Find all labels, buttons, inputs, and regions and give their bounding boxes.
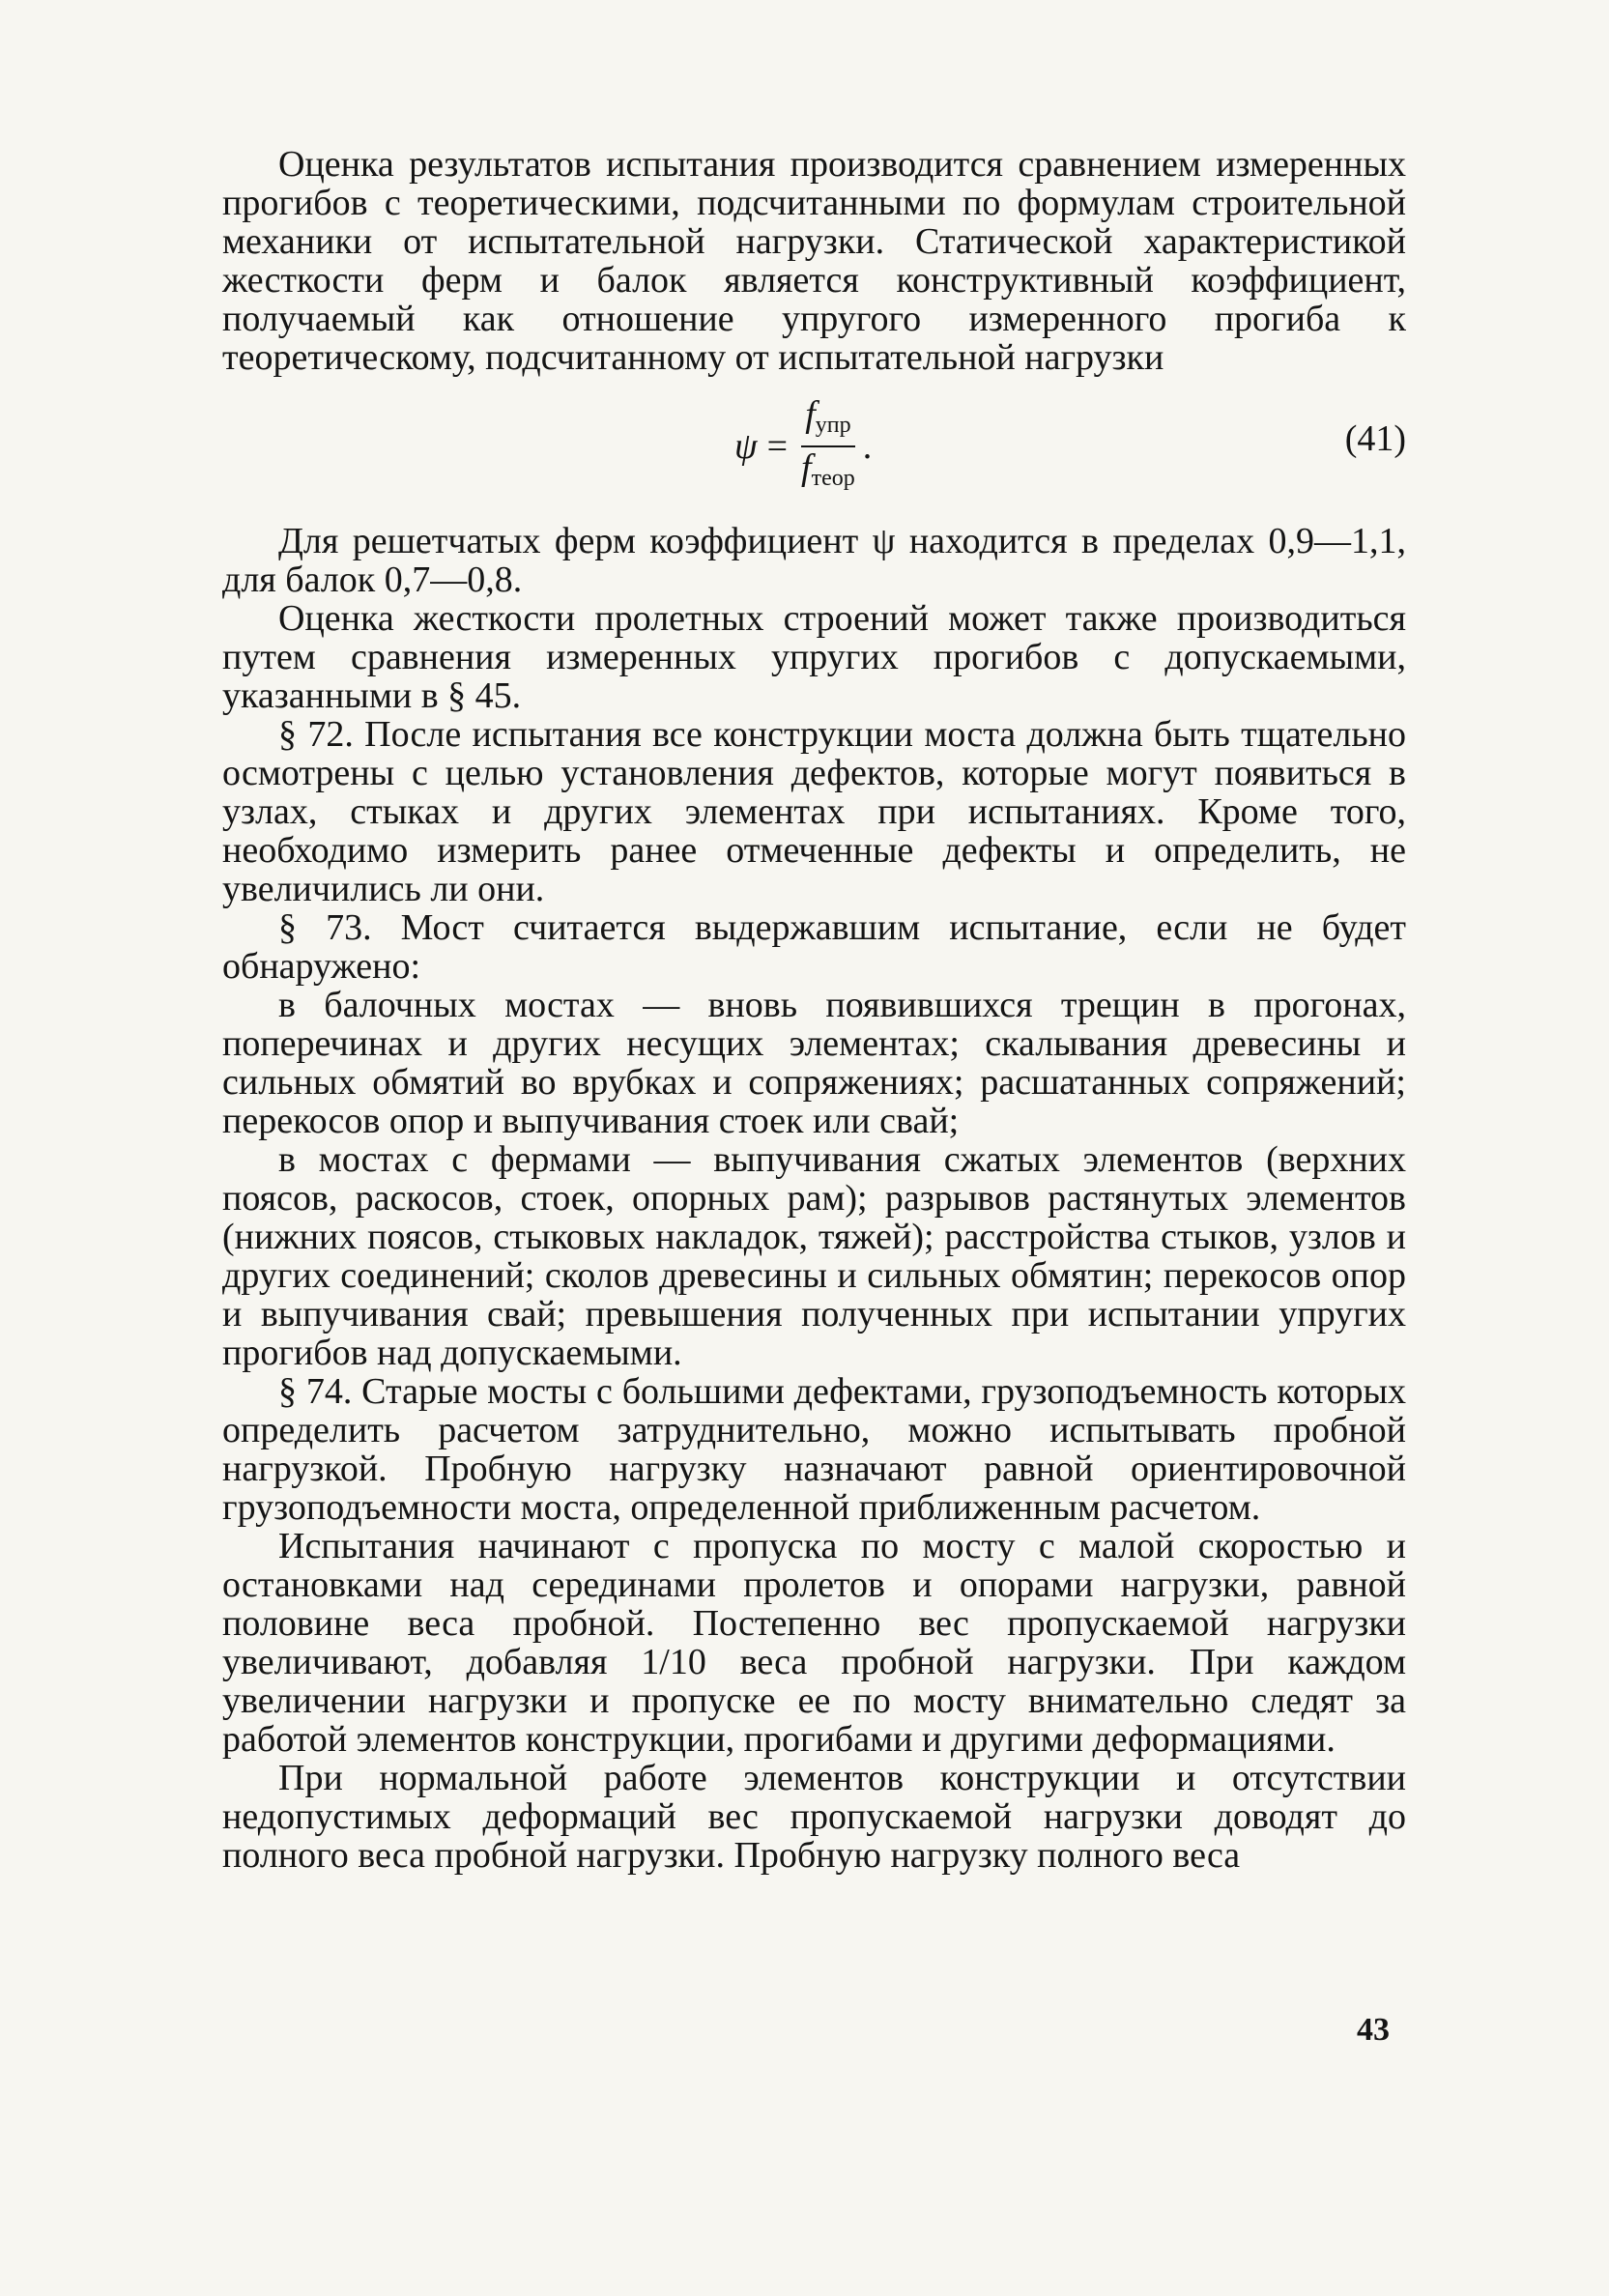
formula-block <box>222 390 1406 504</box>
formula-41 <box>734 394 873 495</box>
paragraph-beam-bridges: в балочных мостах — вновь появившихся трещин в прогонах, поперечинах и других несущих элементах; скалывания древесины и сильных обмятий во врубках и сопряжениях; расшатанных сопряжений; перекосов опор и выпучивания стоек или свай; <box>222 985 1406 1141</box>
paragraph-testing-start: Испытания начинают с пропуска по мосту с малой скоростью и остановками над серединами пролетов и опорами нагрузки, равной половине веса пробной. Постепенно вес пропускаемой нагрузки увеличивают, добавляя 1/10 веса пробной нагрузки. При каждом увеличении нагрузки и пропуске ее по мосту внимательно следят за работой элементов конструкции, прогибами и другими деформациями. <box>222 1526 1406 1760</box>
paragraph-intro: Оценка результатов испытания производится сравнением измеренных прогибов с теоретическими, подсчитанными по формулам строительной механики от испытательной нагрузки. Статической характеристикой жесткости ферм и балок является конструктивный коэффициент, получаемый как отношение упругого измеренного прогиба к теоретическому, подсчитанному от испытательной нагрузки <box>222 144 1406 378</box>
paragraph-truss-bridges: в мостах с фермами — выпучивания сжатых элементов (верхних поясов, раскосов, стоек, опорных рам); разрывов растянутых элементов (нижних поясов, стыковых накладок, тяжей); расстройства стыков, узлов и других соединений; сколов древесины и сильных обмятин; перекосов опор и выпучивания свай; превышения полученных при испытании упругих прогибов над допускаемыми. <box>222 1139 1406 1373</box>
denominator-base: f <box>801 447 812 488</box>
denominator-subscript: теор <box>811 466 855 491</box>
paragraph-normal-operation: При нормальной работе элементов конструкции и отсутствии недопустимых деформаций вес пропускаемой нагрузки доводят до полного веса пробной нагрузки. Пробную нагрузку полного веса <box>222 1758 1406 1876</box>
formula-period: . <box>862 426 873 467</box>
page-text <box>222 145 1406 1875</box>
formula-equals: = <box>766 426 789 467</box>
page-number: 43 <box>1357 2012 1390 2048</box>
formula-denominator <box>797 447 859 499</box>
paragraph-stiffness: Оценка жесткости пролетных строений может также производиться путем сравнения измеренных упругих прогибов с допускаемыми, указанными в § 45. <box>222 598 1406 716</box>
paragraph-section-73: § 73. Мост считается выдержавшим испытание, если не будет обнаружено: <box>222 907 1406 987</box>
numerator-base: f <box>805 394 816 435</box>
paragraph-psi-range: Для решетчатых ферм коэффициент ψ находится в пределах 0,9—1,1, для балок 0,7—0,8. <box>222 521 1406 600</box>
formula-fraction <box>797 394 859 499</box>
paragraph-section-72: § 72. После испытания все конструкции моста должна быть тщательно осмотрены с целью установления дефектов, которые могут появиться в узлах, стыках и других элементах при испытаниях. Кроме того, необходимо измерить ранее отмеченные дефекты и определить, не увеличились ли они. <box>222 714 1406 909</box>
formula-psi: ψ <box>734 426 758 467</box>
numerator-subscript: упр <box>815 413 851 438</box>
paragraph-section-74: § 74. Старые мосты с большими дефектами, грузоподъемность которых определить расчетом затруднительно, можно испытывать пробной нагрузкой. Пробную нагрузку назначают равной ориентировочной грузоподъемности моста, определенной приближенным расчетом. <box>222 1371 1406 1528</box>
formula-numerator <box>801 394 854 447</box>
formula-number: (41) <box>1344 418 1406 459</box>
